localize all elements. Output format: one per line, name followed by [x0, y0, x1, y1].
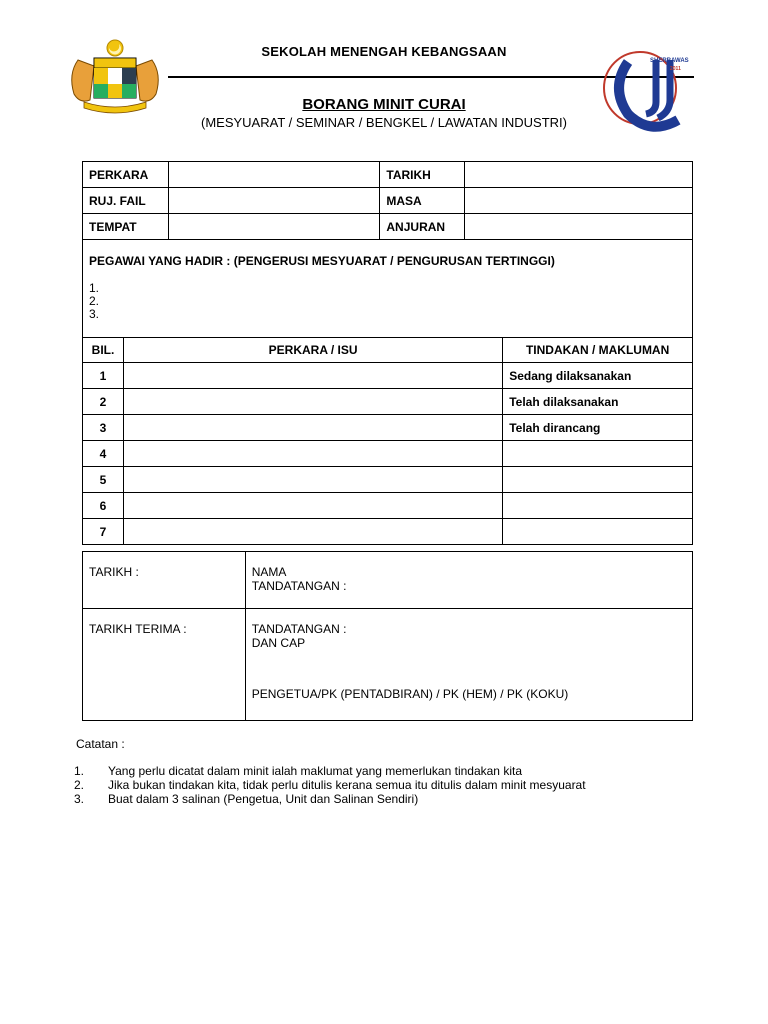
- input-perkara[interactable]: [168, 162, 379, 188]
- signoff-nama-label: NAMA: [251, 565, 287, 579]
- row-bil: 4: [83, 441, 124, 467]
- form-title: BORANG MINIT CURAI: [302, 96, 466, 113]
- notes-label: Catatan :: [76, 737, 125, 751]
- signoff-tandatangan-label: TANDATANGAN :: [251, 579, 347, 593]
- minutes-table: [82, 161, 693, 545]
- label-anjuran: ANJURAN: [380, 214, 465, 240]
- row-perkara-input[interactable]: [123, 493, 502, 519]
- col-perkara-header: PERKARA / ISU: [123, 338, 502, 363]
- table-row: [83, 415, 693, 441]
- signoff-pengetua-label: PENGETUA/PK (PENTADBIRAN) / PK (HEM) / PK (KOKU): [251, 687, 569, 701]
- attendees-cell[interactable]: [83, 240, 693, 338]
- input-masa[interactable]: [465, 188, 693, 214]
- row-tindakan[interactable]: [503, 441, 693, 467]
- form-subtitle: (MESYUARAT / SEMINAR / BENGKEL / LAWATAN INDUSTRI): [201, 115, 567, 130]
- table-row: [83, 441, 693, 467]
- signoff-tandatangan-cell[interactable]: [245, 609, 692, 721]
- attendee-item: 3.: [89, 307, 100, 321]
- logo-text: SHERRAWAS: [650, 58, 689, 64]
- row-bil: 2: [83, 389, 124, 415]
- row-perkara-input[interactable]: [123, 415, 502, 441]
- label-masa: MASA: [380, 188, 465, 214]
- signoff-table: [82, 551, 693, 721]
- row-tindakan[interactable]: Telah dirancang: [503, 415, 693, 441]
- row-tindakan[interactable]: [503, 467, 693, 493]
- signoff-tarikh-terima-label: TARIKH TERIMA :: [89, 622, 187, 636]
- note-item: 2. Jika bukan tindakan kita, tidak perlu ditulis kerana semua itu ditulis dalam minit mesyuarat: [74, 778, 586, 792]
- row-perkara-input[interactable]: [123, 363, 502, 389]
- label-ruj-fail: RUJ. FAIL: [83, 188, 169, 214]
- label-tarikh: TARIKH: [380, 162, 465, 188]
- row-tindakan[interactable]: [503, 519, 693, 545]
- row-bil: 5: [83, 467, 124, 493]
- school-name: SEKOLAH MENENGAH KEBANGSAAN: [261, 44, 507, 59]
- row-perkara-input[interactable]: [123, 467, 502, 493]
- table-row: [83, 519, 693, 545]
- attendee-item: 1.: [89, 281, 100, 295]
- input-ruj-fail[interactable]: [168, 188, 379, 214]
- row-tindakan[interactable]: Sedang dilaksanakan: [503, 363, 693, 389]
- note-item: 3. Buat dalam 3 salinan (Pengetua, Unit dan Salinan Sendiri): [74, 792, 419, 806]
- row-bil: 6: [83, 493, 124, 519]
- notes-list: [74, 764, 586, 806]
- row-bil: 1: [83, 363, 124, 389]
- signoff-tarikh-label: TARIKH :: [89, 565, 139, 579]
- signoff-tandatangan2-label: TANDATANGAN :: [251, 622, 347, 636]
- label-tempat: TEMPAT: [83, 214, 169, 240]
- table-row: [83, 363, 693, 389]
- table-row: [83, 467, 693, 493]
- logo-year: 2011: [670, 66, 681, 72]
- col-tindakan-header: TINDAKAN / MAKLUMAN: [503, 338, 693, 363]
- signoff-tarikh-cell[interactable]: [83, 552, 246, 609]
- signoff-dan-cap-label: DAN CAP: [251, 636, 306, 650]
- row-tindakan[interactable]: [503, 493, 693, 519]
- attendee-item: 2.: [89, 294, 100, 308]
- col-bil-header: BIL.: [83, 338, 124, 363]
- label-perkara: PERKARA: [83, 162, 169, 188]
- table-row: [83, 493, 693, 519]
- attendees-list: [89, 282, 686, 321]
- signoff-tarikh-terima-cell[interactable]: [83, 609, 246, 721]
- input-anjuran[interactable]: [465, 214, 693, 240]
- table-row: [83, 389, 693, 415]
- row-perkara-input[interactable]: [123, 389, 502, 415]
- attendees-label: PEGAWAI YANG HADIR : (PENGERUSI MESYUARAT / PENGURUSAN TERTINGGI): [89, 254, 555, 268]
- row-tindakan[interactable]: Telah dilaksanakan: [503, 389, 693, 415]
- row-perkara-input[interactable]: [123, 441, 502, 467]
- input-tarikh[interactable]: [465, 162, 693, 188]
- signoff-nama-cell[interactable]: [245, 552, 692, 609]
- note-item: 1. Yang perlu dicatat dalam minit ialah maklumat yang memerlukan tindakan kita: [74, 764, 522, 778]
- row-bil: 7: [83, 519, 124, 545]
- input-tempat[interactable]: [168, 214, 379, 240]
- row-perkara-input[interactable]: [123, 519, 502, 545]
- row-bil: 3: [83, 415, 124, 441]
